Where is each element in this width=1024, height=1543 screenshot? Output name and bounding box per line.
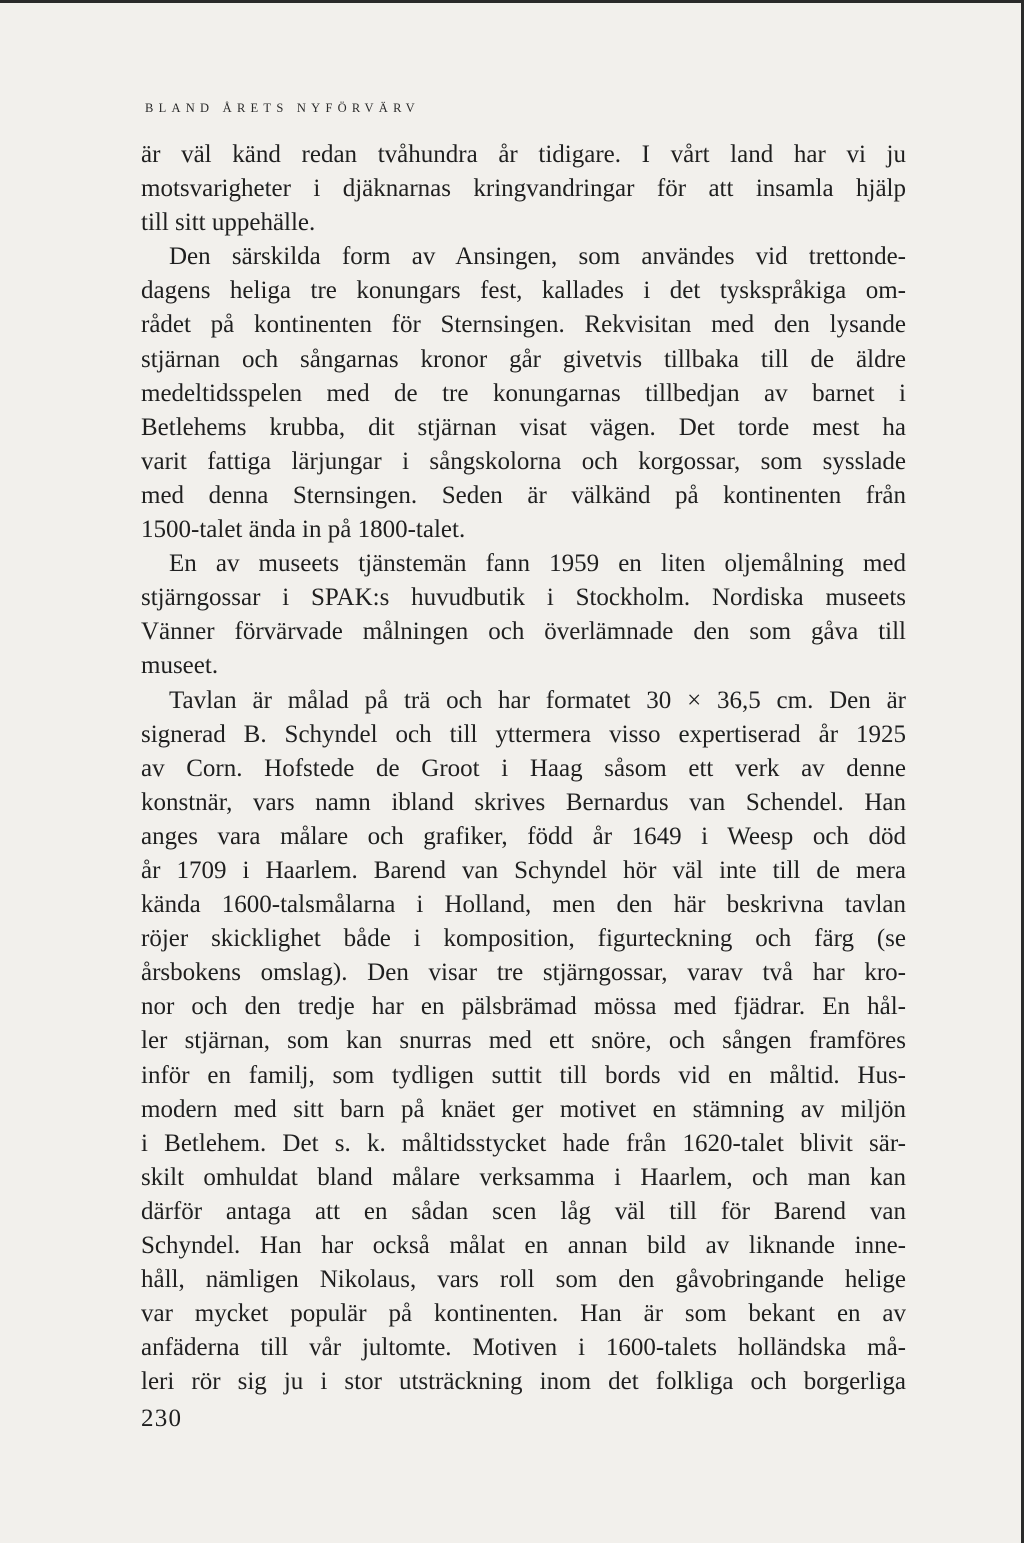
text-line: nor och den tredje har en pälsbrämad mössa med fjädrar. En hål- xyxy=(141,993,906,1021)
text-line: av Corn. Hofstede de Groot i Haag såsom ett verk av denne xyxy=(141,754,906,782)
text-line: Schyndel. Han har också målat en annan bild av liknande inne- xyxy=(141,1232,906,1259)
text-line: stjärnan och sångarnas kronor går givetvis tillbaka till de äldre xyxy=(141,345,906,373)
text-line: med denna Sternsingen. Seden är välkänd på kontinenten från xyxy=(141,481,906,509)
scan-border-top xyxy=(0,0,1024,3)
text-line: år 1709 i Haarlem. Barend van Schyndel hör väl inte till de mera xyxy=(141,856,906,884)
text-line: stjärngossar i SPAK:s huvudbutik i Stockholm. Nordiska museets xyxy=(141,584,906,612)
text-line: medeltidsspelen med de tre konungarnas tillbedjan av barnet i xyxy=(141,379,906,407)
running-head: BLAND ÅRETS NYFÖRVÄRV xyxy=(145,101,420,115)
text-line: anfäderna till vår jultomte. Motiven i 1600-talets holländska må- xyxy=(141,1334,906,1362)
text-line: röjer skicklighet både i komposition, figurteckning och färg (se xyxy=(141,925,906,953)
text-line: varit fattiga lärjungar i sångskolorna och korgossar, som sysslade xyxy=(141,447,906,475)
text-line: Tavlan är målad på trä och har formatet 30 × 36,5 cm. Den är xyxy=(169,686,906,714)
text-line: årsbokens omslag). Den visar tre stjärngossar, varav två har kro- xyxy=(141,959,906,987)
text-line: var mycket populär på kontinenten. Han är som bekant en av xyxy=(141,1300,906,1328)
text-line: anges vara målare och grafiker, född år 1649 i Weesp och död xyxy=(141,822,906,850)
text-line: museet. xyxy=(141,652,219,680)
text-line: ler stjärnan, som kan snurras med ett snöre, och sången framföres xyxy=(141,1027,906,1055)
text-line: skilt omhuldat bland målare verksamma i Haarlem, och man kan xyxy=(141,1163,906,1191)
text-line: modern med sitt barn på knäet ger motivet en stämning av miljön xyxy=(141,1095,906,1123)
text-line: i Betlehem. Det s. k. måltidsstycket hade från 1620-talet blivit sär- xyxy=(141,1129,906,1157)
text-line: Vänner förvärvade målningen och överlämnade den som gåva till xyxy=(141,618,906,646)
body-text xyxy=(141,138,906,1399)
text-line: motsvarigheter i djäknarnas kringvandringar för att insamla hjälp xyxy=(141,175,906,203)
text-line: till sitt uppehälle. xyxy=(141,209,316,237)
text-line: Den särskilda form av Ansingen, som användes vid trettonde- xyxy=(169,243,906,271)
text-line: leri rör sig ju i stor utsträckning inom det folkliga och borgerliga xyxy=(141,1368,906,1396)
text-line: är väl känd redan tvåhundra år tidigare. I vårt land har vi ju xyxy=(141,141,906,168)
text-line: håll, nämligen Nikolaus, vars roll som den gåvobringande helige xyxy=(141,1266,906,1294)
text-line: 1500-talet ända in på 1800-talet. xyxy=(141,516,466,544)
text-line: Betlehems krubba, dit stjärnan visat vägen. Det torde mest ha xyxy=(141,413,906,441)
text-line: inför en familj, som tydligen suttit till bords vid en måltid. Hus- xyxy=(141,1061,906,1089)
text-line: kända 1600-talsmålarna i Holland, men den här beskrivna tavlan xyxy=(141,891,906,919)
text-line: signerad B. Schyndel och till yttermera visso expertiserad år 1925 xyxy=(141,720,906,748)
page-number: 230 xyxy=(141,1405,183,1432)
text-line: därför antaga att en sådan scen låg väl till för Barend van xyxy=(141,1197,906,1225)
text-line: dagens heliga tre konungars fest, kallades i det tyskspråkiga om- xyxy=(141,277,906,305)
text-line: En av museets tjänstemän fann 1959 en liten oljemålning med xyxy=(169,550,906,578)
text-line: konstnär, vars namn ibland skrives Bernardus van Schendel. Han xyxy=(141,788,906,816)
text-line: rådet på kontinenten för Sternsingen. Rekvisitan med den lysande xyxy=(141,311,906,339)
